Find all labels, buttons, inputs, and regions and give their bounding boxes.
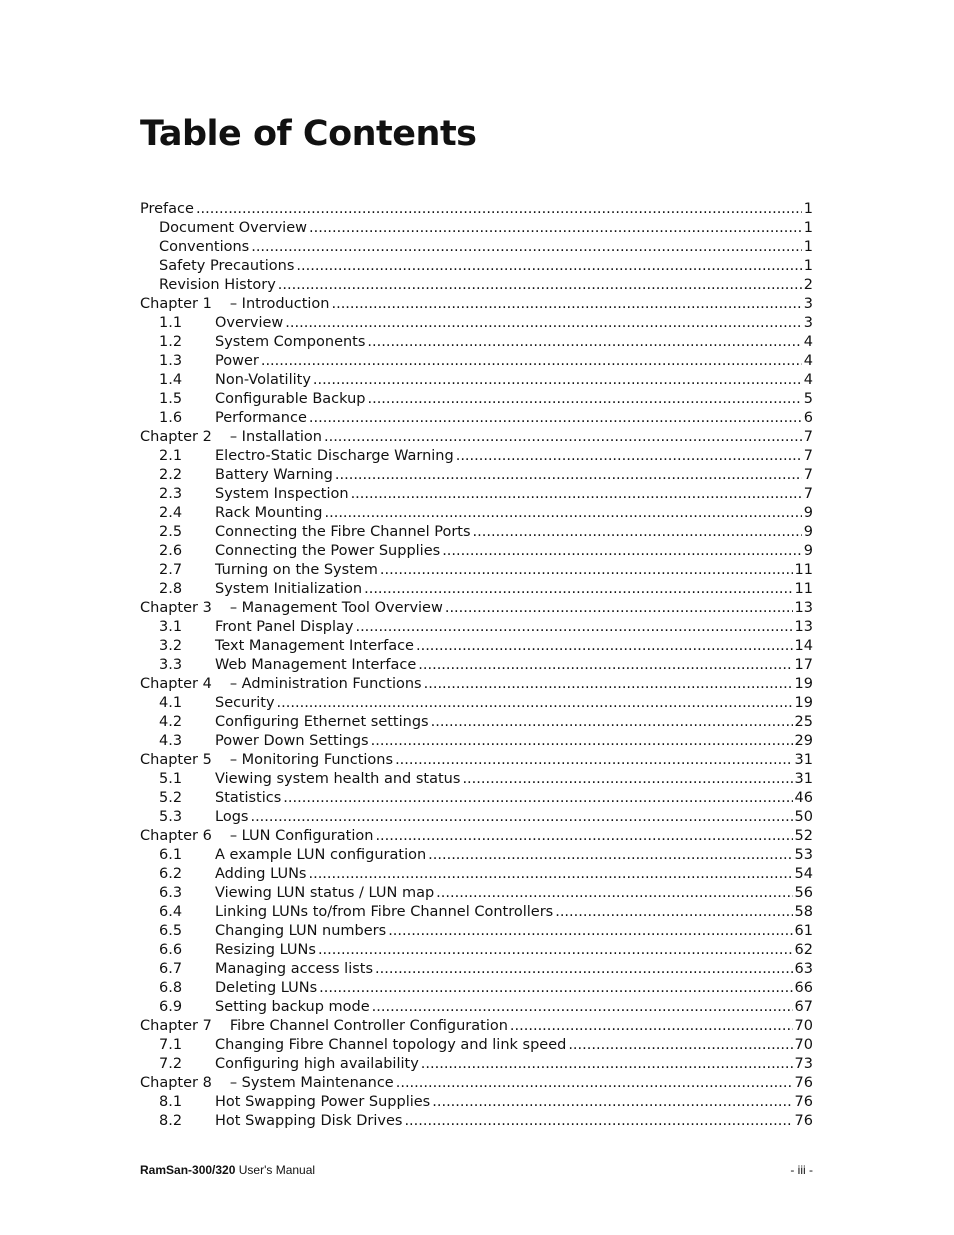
- toc-page-number: 25: [794, 714, 813, 730]
- toc-section-number: 1.2: [159, 334, 183, 350]
- toc-page-number: 4: [803, 334, 813, 350]
- toc-section-number: 6.3: [159, 885, 183, 901]
- toc-page-number: 9: [803, 543, 813, 559]
- toc-page-number: 54: [794, 866, 813, 882]
- page-title: Table of Contents: [140, 114, 477, 154]
- toc-dot-leader: [418, 656, 792, 675]
- toc-entry-title: – Introduction: [229, 296, 330, 312]
- toc-dot-leader: [442, 542, 802, 561]
- toc-entry-section[interactable]: [140, 656, 813, 675]
- toc-page-number: 62: [794, 942, 813, 958]
- toc-entry-title: Resizing LUNs: [215, 942, 316, 958]
- toc-entry-section[interactable]: [140, 618, 813, 637]
- toc-section-number: 7.1: [159, 1037, 183, 1053]
- toc-section-number: 2.8: [159, 581, 183, 597]
- toc-dot-leader: [445, 599, 793, 618]
- toc-page-number: 1: [803, 239, 813, 255]
- toc-page-number: 13: [794, 600, 813, 616]
- toc-entry-chapter[interactable]: [140, 599, 813, 618]
- toc-entry-section[interactable]: [140, 447, 813, 466]
- toc-entry-title: Configuring high availability: [215, 1056, 419, 1072]
- toc-entry-section[interactable]: [140, 713, 813, 732]
- toc-page-number: 7: [803, 486, 813, 502]
- toc-page-number: 14: [794, 638, 813, 654]
- toc-dot-leader: [278, 276, 802, 295]
- toc-entry-section[interactable]: [140, 770, 813, 789]
- toc-section-number: 6.8: [159, 980, 183, 996]
- toc-dot-leader: [196, 200, 802, 219]
- toc-entry-title: Conventions: [159, 239, 250, 255]
- toc-dot-leader: [319, 979, 792, 998]
- toc-page-number: 31: [794, 752, 813, 768]
- toc-dot-leader: [416, 637, 793, 656]
- toc-page-number: 58: [794, 904, 813, 920]
- footer-product: RamSan-300/320: [140, 1163, 236, 1177]
- toc-entry-title: – Management Tool Overview: [229, 600, 443, 616]
- toc-page-number: 7: [803, 467, 813, 483]
- toc-dot-leader: [462, 770, 792, 789]
- toc-entry-title: Front Panel Display: [215, 619, 354, 635]
- toc-entry-chapter[interactable]: [140, 200, 813, 219]
- toc-page-number: 1: [803, 220, 813, 236]
- toc-dot-leader: [309, 409, 802, 428]
- toc-dot-leader: [428, 846, 792, 865]
- toc-page-number: 66: [794, 980, 813, 996]
- toc-dot-leader: [432, 1093, 792, 1112]
- toc-entry-section[interactable]: [140, 561, 813, 580]
- toc-section-number: 6.4: [159, 904, 183, 920]
- toc-section-number: 2.7: [159, 562, 183, 578]
- toc-entry-title: Web Management Interface: [215, 657, 417, 673]
- toc-dot-leader: [510, 1017, 793, 1036]
- toc-chapter-label: Chapter 2: [140, 429, 212, 445]
- toc-entry-chapter[interactable]: [140, 1074, 813, 1093]
- toc-section-number: 2.4: [159, 505, 183, 521]
- toc-entry-title: Fibre Channel Controller Configuration: [229, 1018, 508, 1034]
- toc-page-number: 11: [794, 562, 813, 578]
- toc-entry-title: Deleting LUNs: [215, 980, 318, 996]
- toc-entry-section[interactable]: [140, 409, 813, 428]
- toc-entry-title: System Inspection: [215, 486, 349, 502]
- toc-page-number: 9: [803, 505, 813, 521]
- toc-entry-title: Hot Swapping Power Supplies: [215, 1094, 431, 1110]
- footer-doc: User's Manual: [238, 1163, 316, 1177]
- toc-entry-title: Statistics: [215, 790, 282, 806]
- toc-entry-section[interactable]: [140, 371, 813, 390]
- toc-entry-title: Configurable Backup: [215, 391, 366, 407]
- toc-section-number: 3.1: [159, 619, 183, 635]
- toc-dot-leader: [388, 922, 792, 941]
- toc-entry-section[interactable]: [140, 352, 813, 371]
- toc-entry-title: Power: [215, 353, 259, 369]
- toc-entry-title: Non-Volatility: [215, 372, 311, 388]
- toc-entry-section[interactable]: [140, 979, 813, 998]
- toc-section-number: 2.3: [159, 486, 183, 502]
- table-of-contents: [140, 200, 813, 1131]
- toc-entry-title: Document Overview: [159, 220, 307, 236]
- toc-dot-leader: [296, 257, 801, 276]
- toc-section-number: 3.2: [159, 638, 183, 654]
- page-footer: [140, 1163, 813, 1177]
- toc-entry-title: Configuring Ethernet settings: [215, 714, 429, 730]
- toc-page-number: 76: [794, 1094, 813, 1110]
- toc-dot-leader: [555, 903, 792, 922]
- toc-section-number: 3.3: [159, 657, 183, 673]
- toc-section-number: 7.2: [159, 1056, 183, 1072]
- toc-entry-title: Electro-Static Discharge Warning: [215, 448, 454, 464]
- toc-section-number: 1.1: [159, 315, 183, 331]
- toc-page-number: 3: [803, 315, 813, 331]
- toc-entry-section[interactable]: [140, 998, 813, 1017]
- toc-section-number: 4.2: [159, 714, 183, 730]
- toc-chapter-label: Chapter 5: [140, 752, 212, 768]
- toc-section-number: 1.5: [159, 391, 183, 407]
- toc-page-number: 1: [803, 201, 813, 217]
- toc-entry-section[interactable]: [140, 523, 813, 542]
- toc-chapter-label: Chapter 6: [140, 828, 212, 844]
- toc-entry-title: Logs: [215, 809, 249, 825]
- toc-entry-section[interactable]: [140, 219, 813, 238]
- toc-page-number: 46: [794, 790, 813, 806]
- toc-dot-leader: [568, 1036, 792, 1055]
- toc-page-number: 29: [794, 733, 813, 749]
- toc-page-number: 52: [794, 828, 813, 844]
- toc-dot-leader: [367, 333, 801, 352]
- toc-chapter-label: Chapter 4: [140, 676, 212, 692]
- toc-entry-title: System Components: [215, 334, 366, 350]
- toc-dot-leader: [364, 580, 792, 599]
- toc-dot-leader: [395, 751, 792, 770]
- toc-entry-section[interactable]: [140, 1036, 813, 1055]
- toc-entry-section[interactable]: [140, 865, 813, 884]
- toc-entry-title: Hot Swapping Disk Drives: [215, 1113, 403, 1129]
- toc-dot-leader: [404, 1112, 792, 1131]
- toc-chapter-label: Chapter 1: [140, 296, 212, 312]
- toc-dot-leader: [313, 371, 802, 390]
- toc-entry-section[interactable]: [140, 922, 813, 941]
- toc-dot-leader: [375, 827, 792, 846]
- toc-entry-section[interactable]: [140, 960, 813, 979]
- toc-entry-chapter[interactable]: [140, 827, 813, 846]
- toc-page-number: 9: [803, 524, 813, 540]
- toc-page-number: 56: [794, 885, 813, 901]
- toc-entry-section[interactable]: [140, 808, 813, 827]
- toc-page-number: 19: [794, 695, 813, 711]
- toc-section-number: 6.1: [159, 847, 183, 863]
- toc-page-number: 13: [794, 619, 813, 635]
- toc-section-number: 2.1: [159, 448, 183, 464]
- toc-section-number: 8.1: [159, 1094, 183, 1110]
- toc-entry-section[interactable]: [140, 1093, 813, 1112]
- footer-title: [140, 1163, 315, 1177]
- toc-entry-title: Connecting the Fibre Channel Ports: [215, 524, 471, 540]
- toc-page-number: 63: [794, 961, 813, 977]
- toc-section-number: 5.3: [159, 809, 183, 825]
- toc-entry-title: Power Down Settings: [215, 733, 369, 749]
- toc-section-number: 1.6: [159, 410, 183, 426]
- toc-entry-title: – Administration Functions: [229, 676, 422, 692]
- toc-section-number: 6.9: [159, 999, 183, 1015]
- toc-entry-section[interactable]: [140, 846, 813, 865]
- toc-entry-title: Managing access lists: [215, 961, 374, 977]
- toc-section-number: 6.6: [159, 942, 183, 958]
- toc-dot-leader: [261, 352, 802, 371]
- toc-dot-leader: [371, 732, 793, 751]
- toc-entry-title: Rack Mounting: [215, 505, 323, 521]
- toc-dot-leader: [456, 447, 802, 466]
- toc-section-number: 2.6: [159, 543, 183, 559]
- toc-entry-title: Changing Fibre Channel topology and link speed: [215, 1037, 567, 1053]
- toc-entry-section[interactable]: [140, 485, 813, 504]
- toc-entry-title: – LUN Configuration: [229, 828, 374, 844]
- toc-entry-section[interactable]: [140, 941, 813, 960]
- toc-dot-leader: [367, 390, 801, 409]
- toc-entry-section[interactable]: [140, 504, 813, 523]
- toc-entry-section[interactable]: [140, 333, 813, 352]
- toc-entry-section[interactable]: [140, 637, 813, 656]
- toc-entry-section[interactable]: [140, 903, 813, 922]
- toc-entry-section[interactable]: [140, 390, 813, 409]
- toc-entry-chapter[interactable]: [140, 1017, 813, 1036]
- toc-entry-title: Changing LUN numbers: [215, 923, 387, 939]
- toc-page-number: 53: [794, 847, 813, 863]
- toc-page-number: 5: [803, 391, 813, 407]
- toc-entry-title: Viewing system health and status: [215, 771, 461, 787]
- toc-page-number: 4: [803, 353, 813, 369]
- toc-section-number: 2.2: [159, 467, 183, 483]
- toc-page-number: 2: [803, 277, 813, 293]
- toc-entry-section[interactable]: [140, 732, 813, 751]
- toc-page-number: 7: [803, 448, 813, 464]
- toc-page-number: 61: [794, 923, 813, 939]
- toc-entry-title: Security: [215, 695, 275, 711]
- toc-entry-title: – Monitoring Functions: [229, 752, 394, 768]
- toc-entry-title: System Initialization: [215, 581, 363, 597]
- toc-section-number: 5.1: [159, 771, 183, 787]
- toc-page-number: 76: [794, 1075, 813, 1091]
- toc-page-number: 76: [794, 1113, 813, 1129]
- toc-page-number: 11: [794, 581, 813, 597]
- toc-chapter-label: Chapter 7: [140, 1018, 212, 1034]
- toc-dot-leader: [372, 998, 793, 1017]
- toc-page-number: 50: [794, 809, 813, 825]
- toc-dot-leader: [375, 960, 793, 979]
- toc-page-number: 31: [794, 771, 813, 787]
- toc-dot-leader: [431, 713, 793, 732]
- toc-dot-leader: [351, 485, 802, 504]
- toc-entry-title: Overview: [215, 315, 284, 331]
- toc-entry-section[interactable]: [140, 257, 813, 276]
- toc-dot-leader: [318, 941, 793, 960]
- toc-page-number: 7: [803, 429, 813, 445]
- toc-section-number: 6.2: [159, 866, 183, 882]
- toc-entry-chapter[interactable]: [140, 428, 813, 447]
- toc-entry-chapter[interactable]: [140, 295, 813, 314]
- toc-page-number: 73: [794, 1056, 813, 1072]
- toc-section-number: 4.3: [159, 733, 183, 749]
- toc-dot-leader: [283, 789, 792, 808]
- toc-entry-title: – System Maintenance: [229, 1075, 394, 1091]
- toc-dot-leader: [335, 466, 802, 485]
- toc-page-number: 17: [794, 657, 813, 673]
- toc-entry-title: Viewing LUN status / LUN map: [215, 885, 435, 901]
- toc-entry-chapter[interactable]: [140, 675, 813, 694]
- toc-page-number: 1: [803, 258, 813, 274]
- toc-page-number: 4: [803, 372, 813, 388]
- toc-entry-title: Safety Precautions: [159, 258, 295, 274]
- toc-page-number: 67: [794, 999, 813, 1015]
- toc-entry-section[interactable]: [140, 542, 813, 561]
- toc-entry-title: Revision History: [159, 277, 276, 293]
- toc-entry-title: Linking LUNs to/from Fibre Channel Controllers: [215, 904, 554, 920]
- toc-dot-leader: [355, 618, 792, 637]
- toc-dot-leader: [324, 428, 802, 447]
- toc-page-number: 3: [803, 296, 813, 312]
- toc-entry-title: Battery Warning: [215, 467, 333, 483]
- toc-entry-chapter[interactable]: [140, 751, 813, 770]
- toc-section-number: 8.2: [159, 1113, 183, 1129]
- toc-section-number: 5.2: [159, 790, 183, 806]
- toc-page-number: 70: [794, 1037, 813, 1053]
- toc-dot-leader: [421, 1055, 793, 1074]
- toc-dot-leader: [251, 238, 802, 257]
- toc-chapter-label: Chapter 8: [140, 1075, 212, 1091]
- toc-chapter-label: Chapter 3: [140, 600, 212, 616]
- toc-entry-section[interactable]: [140, 1055, 813, 1074]
- toc-dot-leader: [250, 808, 792, 827]
- toc-dot-leader: [285, 314, 801, 333]
- toc-entry-section[interactable]: [140, 789, 813, 808]
- toc-entry-section[interactable]: [140, 580, 813, 599]
- toc-entry-section[interactable]: [140, 884, 813, 903]
- toc-section-number: 6.7: [159, 961, 183, 977]
- toc-section-number: 2.5: [159, 524, 183, 540]
- toc-entry-title: Adding LUNs: [215, 866, 307, 882]
- toc-entry-title: Performance: [215, 410, 307, 426]
- toc-page-number: 70: [794, 1018, 813, 1034]
- toc-entry-section[interactable]: [140, 276, 813, 295]
- toc-entry-title: Setting backup mode: [215, 999, 370, 1015]
- toc-dot-leader: [331, 295, 801, 314]
- toc-section-number: 4.1: [159, 695, 183, 711]
- toc-dot-leader: [325, 504, 802, 523]
- toc-section-number: 1.4: [159, 372, 183, 388]
- toc-dot-leader: [436, 884, 792, 903]
- toc-dot-leader: [309, 219, 802, 238]
- toc-entry-section[interactable]: [140, 694, 813, 713]
- toc-page-number: 6: [803, 410, 813, 426]
- toc-entry-section[interactable]: [140, 238, 813, 257]
- toc-entry-title: A example LUN configuration: [215, 847, 427, 863]
- toc-section-number: 1.3: [159, 353, 183, 369]
- toc-entry-section[interactable]: [140, 1112, 813, 1131]
- toc-dot-leader: [308, 865, 792, 884]
- toc-dot-leader: [424, 675, 793, 694]
- toc-dot-leader: [380, 561, 793, 580]
- toc-section-number: 6.5: [159, 923, 183, 939]
- toc-page-number: 19: [794, 676, 813, 692]
- toc-entry-title: – Installation: [229, 429, 322, 445]
- toc-entry-title: Preface: [140, 201, 194, 217]
- toc-entry-title: Turning on the System: [215, 562, 378, 578]
- toc-entry-section[interactable]: [140, 314, 813, 333]
- toc-dot-leader: [473, 523, 802, 542]
- footer-page-number: - iii -: [790, 1163, 813, 1177]
- toc-entry-title: Text Management Interface: [215, 638, 414, 654]
- toc-dot-leader: [396, 1074, 793, 1093]
- toc-dot-leader: [277, 694, 793, 713]
- toc-entry-section[interactable]: [140, 466, 813, 485]
- toc-entry-title: Connecting the Power Supplies: [215, 543, 441, 559]
